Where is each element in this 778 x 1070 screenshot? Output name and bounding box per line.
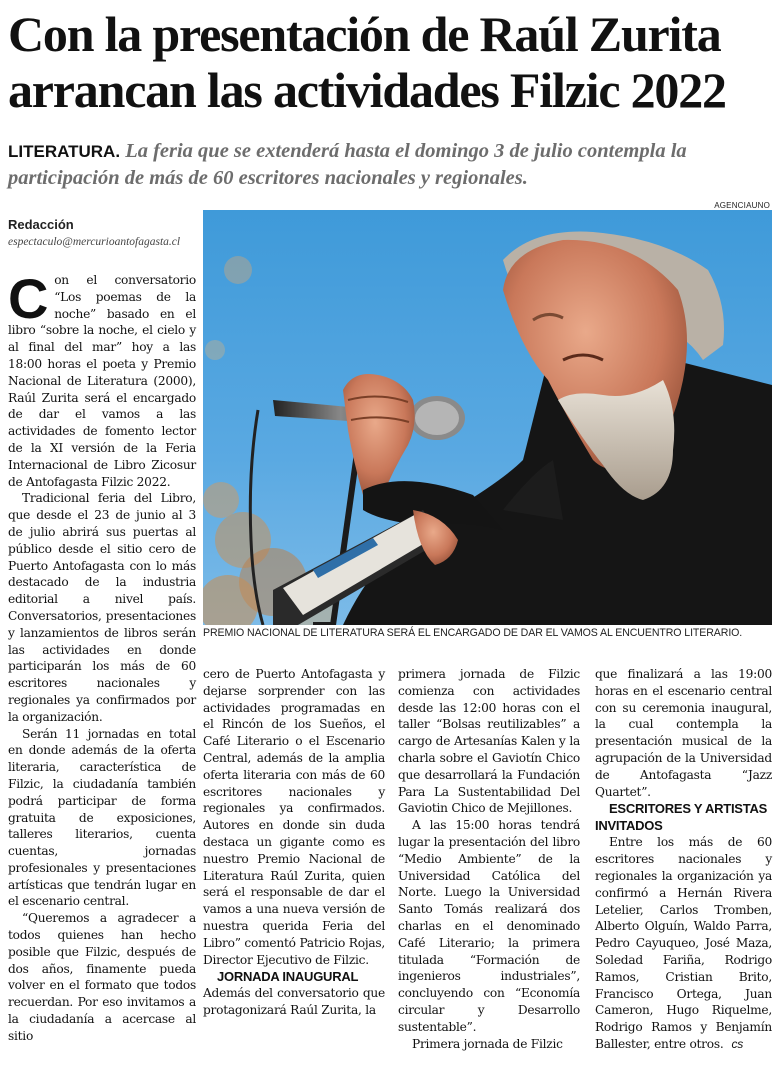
subheading-escritores-invitados: ESCRITORES Y ARTISTAS INVITADOS (595, 801, 768, 834)
article-column-2 (203, 666, 385, 1019)
deck-text: La feria que se extenderá hasta el domingo 3 de julio contempla la participación de más de 60 escritores nacionales y regionales. (8, 140, 687, 189)
paragraph (8, 267, 196, 490)
paragraph: Tradicional feria del Libro, que desde el 23 de junio al 3 de julio abrirá sus puertas al público desde el sitio cero de Puerto Antofagasta con lo más destacado de la industria editorial a nivel país. Conversatorios, presentaciones y lanzamientos de libros serán las actividades en donde participarán los más de 60 escritores nacionales y regionales ya confirmados por la organización. (8, 491, 196, 724)
paragraph-text: on el conversatorio “Los poemas de la noche” basado en el libro “sobre la noche, el cielo y al final del mar” hoy a las 18:00 horas el poeta y Premio Nacional de Literatura (2000), Raúl Zurita será el encargado de dar el vamos a las actividades de fomento lector de la XI versión de la Feria Internacional de Libro Zicosur de Antofagasta Filzic 2022. (8, 273, 196, 489)
section-label: LITERATURA. (8, 142, 121, 161)
paragraph-text: Entre los más de 60 escritores nacionales y regionales la organización ya confirmó a Hernán Rivera Letelier, Carlos Tromben, Alberto Olguín, Waldo Parra, Pedro Cayuqueo, José Maza, Soledad Fariña, Rodrigo Ramos, Cristian Brito, Francisco Ortega, Juan Cameron, Hugo Riquelme, Rodrigo Ramos y Benjamín Ballester, entre otros. (595, 835, 772, 1051)
article-column-1 (8, 267, 196, 1045)
paragraph: cero de Puerto Antofagasta y dejarse sorprender con las actividades programadas en el Rincón de los Sueños, el Café Literario o el Escenario Central, además de la amplia oferta literaria con más de 60 escritores nacionales y regionales ya confirmados. Autores en donde sin duda destaca un gigante como es nuestro Premio Nacional de Literatura Raúl Zurita, quien será el responsable de dar el vamos a una nueva versión de nuestra querida Feria del Libro” comentó Patricio Rojas, Director Ejecutivo de Filzic. (203, 667, 385, 967)
paragraph: que finalizará a las 19:00 horas en el escenario central con su ceremonia inaugural, la cual contempla la presentación musical de la agrupación de la Universidad de Antofagasta “Jazz Quartet”. (595, 667, 772, 799)
author-name: Redacción (8, 217, 74, 232)
paragraph: “Queremos a agradecer a todos quienes han hecho posible que Filzic, después de dos años, finamente pueda volver en el formato que todos recuerdan. Por eso invitamos a la ciudadanía a acercase al sitio (8, 911, 196, 1043)
deck (8, 138, 773, 191)
headline: Con la presentación de Raúl Zurita arrancan las actividades Filzic 2022 (8, 6, 726, 118)
paragraph: A las 15:00 horas tendrá lugar la presentación del libro “Medio Ambiente” de la Universidad Católica del Norte. Luego la Universidad Santo Tomás realizará dos charlas en el denominado Café Literario; la primera titulada “Formación de ingenieros industriales”, concluyendo con “Economía circular y Desarrollo sustentable”. (398, 818, 580, 1034)
drop-cap: C (8, 267, 49, 330)
paragraph (595, 834, 772, 1052)
article-column-4 (595, 666, 772, 1053)
paragraph: Serán 11 jornadas en total en donde además de la oferta literaria, característica de Filzic, la ciudadanía también podrá participar de forma gratuita de exposiciones, talleres literarios, cuenta cuentas, jornadas profesionales y presentaciones artísticas que tendrán lugar en el escenario central. (8, 726, 196, 909)
author-email: espectaculo@mercurioantofagasta.cl (8, 236, 181, 248)
article-column-3 (398, 666, 580, 1052)
article-photo (203, 210, 772, 625)
paragraph: primera jornada de Filzic comienza con actividades desde las 12:00 horas con el taller “Bolsas reutilizables” a cargo de Artesanías Kalen y la charla sobre el Gaviotín Chico que desarrollará la Fundación Para La Sustentabilidad Del Gaviotin Chico de Mejillones. (398, 667, 580, 816)
poet-with-microphone-image (203, 210, 772, 625)
paragraph: Además del conversatorio que protagonizará Raúl Zurita, la (203, 986, 385, 1018)
end-mark: cs (731, 1036, 743, 1051)
photo-credit: AGENCIAUNO (714, 201, 770, 210)
paragraph: Primera jornada de Filzic (412, 1036, 563, 1051)
byline (8, 217, 198, 248)
subheading-jornada-inaugural: JORNADA INAUGURAL (217, 969, 359, 985)
photo-caption: PREMIO NACIONAL DE LITERATURA SERÁ EL ENCARGADO DE DAR EL VAMOS AL ENCUENTRO LITERARIO. (203, 627, 743, 639)
